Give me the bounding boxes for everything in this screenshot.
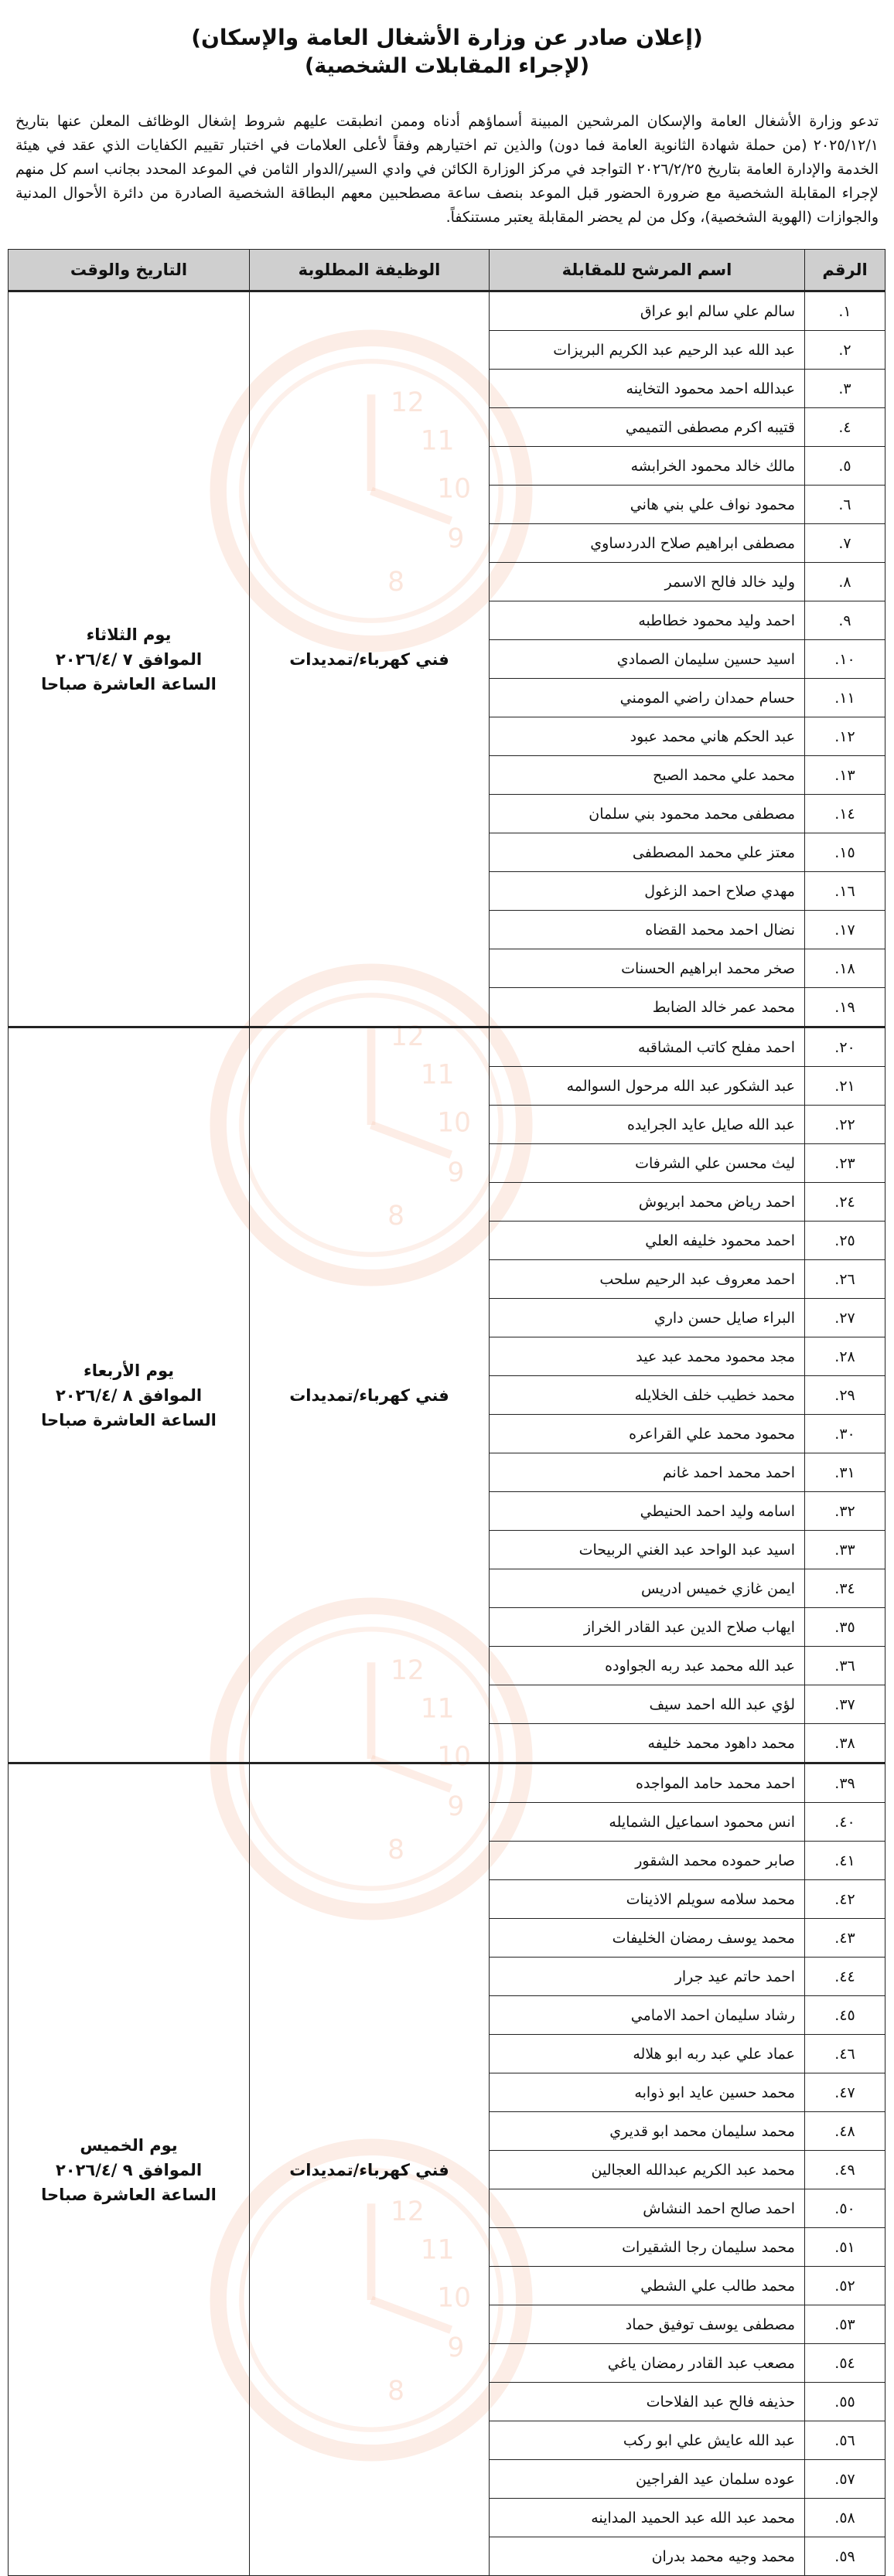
row-number: ٣٦. [805, 1647, 885, 1685]
candidate-name: اسامه وليد احمد الحنيطي [490, 1492, 805, 1531]
row-number: ٤. [805, 408, 885, 447]
intro-paragraph: تدعو وزارة الأشغال العامة والإسكان المرشحين المبينة أسماؤهم أدناه وممن انطبقت عليهم شروط إشغال الوظائف المعلن عنها بتاريخ ٢٠٢٥/١٢/١ (من حملة شهادة الثانوية العامة فما دون) والذين تم اختيارهم وفقاً لأعلى العلامات في اختبار تقييم الكفايات الذي عقد في هيئة الخدمة والإدارة العامة بتاريخ ٢٠٢٦/٢/٢٥ التواجد في مركز الوزارة الكائن في وادي السير/الدوار الثامن في الموعد المحدد بجانب اسم كل منهم لإجراء المقابلة الشخصية مع ضرورة الحضور قبل الموعد بنصف ساعة مصطحبين معهم البطاقة الشخصية الصادرة من دائرة الأحوال المدنية والجوازات (الهوية الشخصية)، وكل من لم يحضر المقابلة يعتبر مستنكفاً. [15, 113, 879, 226]
row-number: ٤١. [805, 1842, 885, 1880]
row-number: ٤٩. [805, 2151, 885, 2189]
candidate-name: محمد وجيه محمد بدران [490, 2537, 805, 2576]
row-number: ٢٦. [805, 1260, 885, 1299]
row-number: ٢١. [805, 1067, 885, 1106]
row-number: ٢٢. [805, 1106, 885, 1144]
interview-datetime [9, 291, 250, 1027]
table-row [9, 1027, 885, 1067]
row-number: ٩. [805, 601, 885, 640]
candidate-name: محمد سليمان رجا الشقيرات [490, 2228, 805, 2267]
row-number: ٥٨. [805, 2499, 885, 2537]
row-number: ٢٧. [805, 1299, 885, 1337]
row-number: ١٠. [805, 640, 885, 679]
candidate-name: عبدالله احمد محمود التخاينه [490, 370, 805, 408]
candidate-name: محمد طالب علي الشطي [490, 2267, 805, 2305]
candidate-name: عماد علي عبد ربه ابو هلاله [490, 2035, 805, 2073]
row-number: ١١. [805, 679, 885, 717]
row-number: ٣٧. [805, 1685, 885, 1724]
svg-text:9: 9 [447, 1157, 465, 1189]
svg-text:10: 10 [437, 2282, 471, 2314]
row-number: ٣٣. [805, 1531, 885, 1569]
row-number: ٤٥. [805, 1996, 885, 2035]
interview-day: يوم الأربعاء [83, 1361, 175, 1380]
candidate-name: مجد محمود محمد عبد عيد [490, 1337, 805, 1376]
page-title: (إعلان صادر عن وزارة الأشغال العامة والإسكان) [191, 25, 703, 50]
row-number: ١٤. [805, 795, 885, 833]
candidate-name: عبد الله عبد الرحيم عبد الكريم البريزات [490, 331, 805, 370]
row-number: ٢٩. [805, 1376, 885, 1415]
interview-time: الساعة العاشرة صباحا [41, 1410, 217, 1429]
candidate-name: ايهاب صلاح الدين عبد القادر الخراز [490, 1608, 805, 1647]
candidate-name: لؤي عبد الله احمد سيف [490, 1685, 805, 1724]
candidate-name: مصطفى يوسف توفيق حماد [490, 2305, 805, 2344]
candidate-name: عبد الحكم هاني محمد عبود [490, 717, 805, 756]
row-number: ٣١. [805, 1453, 885, 1492]
announcement-header [15, 23, 879, 80]
row-number: ٥. [805, 447, 885, 486]
svg-text:11: 11 [420, 2234, 455, 2266]
row-number: ٤٨. [805, 2112, 885, 2151]
row-number: ١٣. [805, 756, 885, 795]
row-number: ٥٧. [805, 2460, 885, 2499]
row-number: ٤٣. [805, 1919, 885, 1958]
row-number: ١. [805, 291, 885, 331]
table-body [9, 291, 885, 2576]
svg-text:8: 8 [387, 567, 404, 598]
candidate-name: صابر حموده محمد الشقور [490, 1842, 805, 1880]
row-number: ١٦. [805, 872, 885, 911]
candidate-name: مصعب عبد القادر رمضان ياغي [490, 2344, 805, 2383]
svg-text:8: 8 [387, 2376, 404, 2407]
candidate-name: عبد الله صايل عايد الجرايده [490, 1106, 805, 1144]
row-number: ٤٦. [805, 2035, 885, 2073]
candidate-name: احمد محمد احمد غانم [490, 1453, 805, 1492]
candidate-name: محمود محمد علي القراعره [490, 1415, 805, 1453]
header-name: اسم المرشح للمقابلة [490, 250, 805, 291]
candidate-name: محمد عبد الله عبد الحميد المداينه [490, 2499, 805, 2537]
candidate-name: احمد رياض محمد ابريوش [490, 1183, 805, 1222]
row-number: ٣. [805, 370, 885, 408]
candidate-name: محمد يوسف رمضان الخليفات [490, 1919, 805, 1958]
row-number: ٢٤. [805, 1183, 885, 1222]
candidate-name: نضال احمد محمد القضاه [490, 911, 805, 949]
table-row [9, 1763, 885, 1803]
svg-text:12: 12 [391, 387, 425, 418]
required-job: فني كهرباء/تمديدات [250, 291, 490, 1027]
header-datetime: التاريخ والوقت [9, 250, 250, 291]
row-number: ٣٤. [805, 1569, 885, 1608]
candidate-name: صخر محمد ابراهيم الحسنات [490, 949, 805, 988]
table-row [9, 291, 885, 331]
svg-text:11: 11 [420, 425, 455, 457]
candidate-name: محمد عبد الكريم عبدالله العجالين [490, 2151, 805, 2189]
row-number: ١٧. [805, 911, 885, 949]
candidate-name: احمد صالح احمد النشاش [490, 2189, 805, 2228]
row-number: ٥١. [805, 2228, 885, 2267]
candidate-name: محمد حسين عايد ابو ذوابه [490, 2073, 805, 2112]
candidate-name: ايمن غازي خميس ادريس [490, 1569, 805, 1608]
candidate-name: احمد معروف عبد الرحيم سلحب [490, 1260, 805, 1299]
svg-text:12: 12 [391, 1654, 425, 1686]
row-number: ٣٢. [805, 1492, 885, 1531]
interview-datetime [9, 1027, 250, 1763]
svg-text:9: 9 [447, 523, 465, 555]
row-number: ٨. [805, 563, 885, 601]
candidate-name: عوده سلمان عيد الفراجين [490, 2460, 805, 2499]
interview-date: الموافق ٧ /٢٠٢٦/٤ [55, 649, 203, 669]
candidate-name: رشاد سليمان احمد الامامي [490, 1996, 805, 2035]
candidate-name: مهدي صلاح احمد الزغول [490, 872, 805, 911]
candidate-name: محمد عمر خالد الضابط [490, 988, 805, 1027]
candidate-name: اسيد عبد الواحد عبد الغني الربيحات [490, 1531, 805, 1569]
svg-text:9: 9 [447, 1791, 465, 1823]
candidate-name: عبد الله محمد عبد ربه الجواوده [490, 1647, 805, 1685]
candidate-name: محمد سليمان محمد ابو قديري [490, 2112, 805, 2151]
table-header-row [9, 250, 885, 291]
row-number: ٥٣. [805, 2305, 885, 2344]
row-number: ٥٤. [805, 2344, 885, 2383]
candidate-name: احمد حاتم عيد جرار [490, 1958, 805, 1996]
candidate-name: احمد مفلح كاتب المشاقبه [490, 1027, 805, 1067]
svg-text:10: 10 [437, 1107, 471, 1139]
page-subtitle: (لإجراء المقابلات الشخصية) [304, 54, 590, 78]
interview-datetime [9, 1763, 250, 2576]
required-job: فني كهرباء/تمديدات [250, 1027, 490, 1763]
interview-date: الموافق ٩ /٢٠٢٦/٤ [55, 2160, 203, 2179]
header-number: الرقم [805, 250, 885, 291]
candidate-name: عبد الشكور عبد الله مرحول السوالمه [490, 1067, 805, 1106]
row-number: ٣٠. [805, 1415, 885, 1453]
candidate-name: سالم علي سالم ابو عراق [490, 291, 805, 331]
row-number: ٣٥. [805, 1608, 885, 1647]
svg-text:11: 11 [420, 1059, 455, 1091]
interview-time: الساعة العاشرة صباحا [41, 674, 217, 693]
candidate-name: البراء صايل حسن داري [490, 1299, 805, 1337]
svg-text:8: 8 [387, 1201, 404, 1232]
candidate-name: حذيفه فالح عبد الفلاحات [490, 2383, 805, 2421]
candidate-name: محمد خطيب خلف الخلايله [490, 1376, 805, 1415]
row-number: ١٨. [805, 949, 885, 988]
row-number: ٤٢. [805, 1880, 885, 1919]
row-number: ٥٠. [805, 2189, 885, 2228]
row-number: ٢٣. [805, 1144, 885, 1183]
candidate-name: محمد علي محمد الصبح [490, 756, 805, 795]
candidate-name: احمد محمود خليفه العلي [490, 1222, 805, 1260]
candidate-name: مالك خالد محمود الخرابشه [490, 447, 805, 486]
row-number: ١٥. [805, 833, 885, 872]
row-number: ٤٠. [805, 1803, 885, 1842]
svg-text:12: 12 [391, 1021, 425, 1052]
interview-day: يوم الثلاثاء [86, 625, 172, 644]
row-number: ١٢. [805, 717, 885, 756]
svg-text:11: 11 [420, 1693, 455, 1725]
candidate-name: محمد سلامه سويلم الاذينات [490, 1880, 805, 1919]
svg-text:10: 10 [437, 473, 471, 505]
candidate-name: اسيد حسين سليمان الصمادي [490, 640, 805, 679]
candidate-name: عبد الله عايش علي ابو ركب [490, 2421, 805, 2460]
row-number: ٧. [805, 524, 885, 563]
row-number: ٢. [805, 331, 885, 370]
svg-text:10: 10 [437, 1741, 471, 1773]
candidate-name: مصطفى ابراهيم صلاح الدردساوي [490, 524, 805, 563]
candidate-name: وليد خالد فالح الاسمر [490, 563, 805, 601]
candidate-name: معتز علي محمد المصطفى [490, 833, 805, 872]
row-number: ٥٥. [805, 2383, 885, 2421]
row-number: ٣٩. [805, 1763, 885, 1803]
svg-text:12: 12 [391, 2196, 425, 2227]
candidate-name: محمود نواف علي بني هاني [490, 486, 805, 524]
svg-text:9: 9 [447, 2332, 465, 2364]
row-number: ٥٩. [805, 2537, 885, 2576]
candidate-name: احمد وليد محمود خطاطبه [490, 601, 805, 640]
row-number: ٦. [805, 486, 885, 524]
interview-date: الموافق ٨ /٢٠٢٦/٤ [55, 1385, 203, 1405]
row-number: ٤٧. [805, 2073, 885, 2112]
row-number: ٢٨. [805, 1337, 885, 1376]
candidate-name: حسام حمدان راضي المومني [490, 679, 805, 717]
row-number: ٤٤. [805, 1958, 885, 1996]
candidate-name: محمد داهود محمد خليفه [490, 1724, 805, 1763]
candidate-name: انس محمود اسماعيل الشمايله [490, 1803, 805, 1842]
candidate-name: احمد محمد حامد المواجده [490, 1763, 805, 1803]
row-number: ١٩. [805, 988, 885, 1027]
candidate-name: ليث محسن علي الشرفات [490, 1144, 805, 1183]
row-number: ٢٠. [805, 1027, 885, 1067]
svg-text:8: 8 [387, 1835, 404, 1866]
candidate-name: مصطفى محمد محمود بني سلمان [490, 795, 805, 833]
row-number: ٥٢. [805, 2267, 885, 2305]
interview-time: الساعة العاشرة صباحا [41, 2185, 217, 2204]
required-job: فني كهرباء/تمديدات [250, 1763, 490, 2576]
row-number: ٢٥. [805, 1222, 885, 1260]
row-number: ٥٦. [805, 2421, 885, 2460]
interview-day: يوم الخميس [80, 2135, 178, 2155]
candidates-table [8, 249, 885, 2576]
row-number: ٣٨. [805, 1724, 885, 1763]
header-job: الوظيفة المطلوبة [250, 250, 490, 291]
candidate-name: قتيبه اكرم مصطفى التميمي [490, 408, 805, 447]
